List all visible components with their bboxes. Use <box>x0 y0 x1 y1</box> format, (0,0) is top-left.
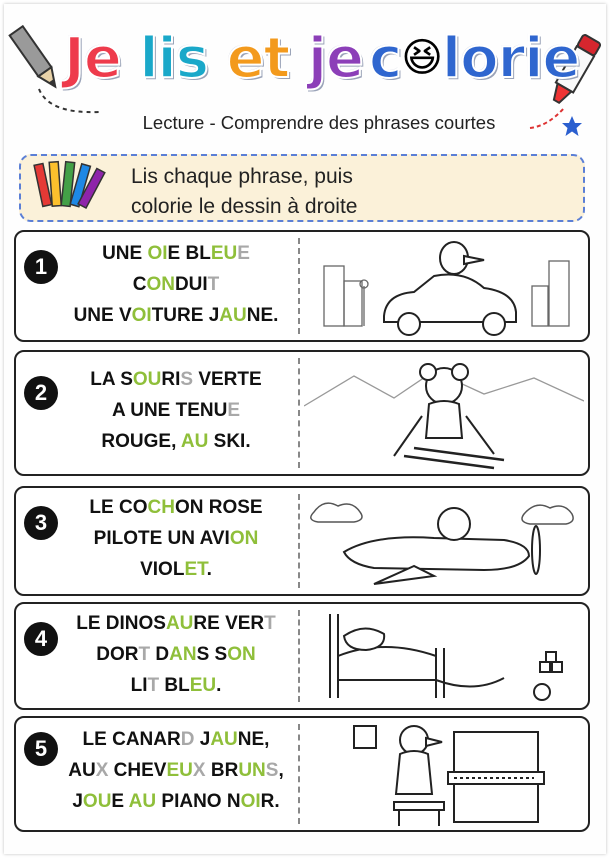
duck-driving-car-drawing[interactable] <box>304 236 584 338</box>
highlighted-sound: AU <box>210 729 238 750</box>
exercise-row-4 <box>14 602 590 710</box>
sentence-text: AU <box>68 760 96 781</box>
sentence-text: C <box>132 274 147 295</box>
mouse-skiing-drawing[interactable] <box>304 356 584 472</box>
sentence-text: LE DINOS <box>76 613 166 634</box>
sentence-text: DOR <box>96 644 139 665</box>
highlighted-sound: ET <box>184 559 207 580</box>
sentence-text: UNE <box>102 243 148 264</box>
row-divider <box>298 724 300 824</box>
sentence-4 <box>56 608 296 701</box>
highlighted-sound: AN <box>169 644 197 665</box>
sentence-text: CHEV <box>108 760 167 781</box>
highlighted-sound: S <box>180 369 194 390</box>
sentence-text: PILOTE UN AVI <box>93 528 230 549</box>
exercise-row-3 <box>14 486 590 596</box>
highlighted-sound: AU <box>165 613 194 634</box>
sentence-text: LA S <box>90 369 133 390</box>
sentence-line <box>56 395 296 426</box>
sentence-line <box>56 238 296 269</box>
number-badge-1: 1 <box>24 250 58 284</box>
highlighted-sound: UN <box>238 760 266 781</box>
worksheet-page <box>4 4 606 854</box>
sentence-text: VIOL <box>140 559 185 580</box>
sentence-text: BL <box>159 675 190 696</box>
sentence-text: PIANO N <box>156 791 241 812</box>
sentence-text: LE CO <box>89 497 148 518</box>
highlighted-sound: T <box>264 613 276 634</box>
sentence-text: UNE V <box>73 305 132 326</box>
sentence-line <box>56 492 296 523</box>
exercise-row-1 <box>14 230 590 342</box>
sentence-text: ROUGE, <box>101 431 181 452</box>
dinosaur-sleeping-drawing[interactable] <box>304 608 584 706</box>
row-divider <box>298 238 300 334</box>
row-divider <box>298 494 300 588</box>
highlighted-sound: EU <box>210 243 238 264</box>
sentence-line <box>56 724 296 755</box>
highlighted-sound: EU <box>189 675 217 696</box>
sentence-line <box>56 639 296 670</box>
sentence-text: NE, <box>237 729 270 750</box>
highlighted-sound: OI <box>147 243 168 264</box>
instruction-line-2: colorie le dessin à droite <box>131 195 358 218</box>
sentence-text: E BL <box>167 243 211 264</box>
sentence-text: SKI. <box>208 431 251 452</box>
sentence-text: J <box>194 729 211 750</box>
highlighted-sound: E <box>237 243 250 264</box>
highlighted-sound: X <box>95 760 109 781</box>
exercise-row-2 <box>14 350 590 476</box>
highlighted-sound: OU <box>132 369 162 390</box>
highlighted-sound: EU <box>166 760 193 781</box>
star-icon <box>561 115 583 137</box>
sentence-1 <box>56 238 296 331</box>
highlighted-sound: OU <box>82 791 112 812</box>
sentence-text: , <box>278 760 284 781</box>
highlighted-sound: D <box>180 729 195 750</box>
sentence-line <box>56 364 296 395</box>
sentence-text: . <box>216 675 222 696</box>
sentence-line <box>56 554 296 585</box>
sentence-text: A UNE TENU <box>111 400 228 421</box>
highlighted-sound: E <box>227 400 241 421</box>
sentence-line <box>56 426 296 457</box>
sentence-text: . <box>206 559 212 580</box>
sentence-text: RI <box>161 369 181 390</box>
sentence-3 <box>56 492 296 585</box>
number-badge-5: 5 <box>24 732 58 766</box>
title-word-lis: lis <box>139 26 209 91</box>
highlighted-sound: AU <box>128 791 157 812</box>
sentence-text: J <box>72 791 83 812</box>
sentence-text: S S <box>196 644 228 665</box>
sentence-text: BR <box>205 760 239 781</box>
exercise-row-5 <box>14 716 590 832</box>
sentence-text: RE VER <box>193 613 265 634</box>
title-word-c: c <box>369 26 402 91</box>
sentence-text: LE CANAR <box>82 729 181 750</box>
highlighted-sound: X <box>192 760 206 781</box>
sentence-2 <box>56 364 296 457</box>
sentence-text: NE. <box>246 305 279 326</box>
pig-flying-plane-drawing[interactable] <box>304 492 584 592</box>
page-subtitle: Lecture - Comprendre des phrases courtes <box>142 112 496 133</box>
row-divider <box>298 610 300 702</box>
sentence-line <box>56 300 296 331</box>
highlighted-sound: OI <box>131 305 152 326</box>
colored-pencils-icon <box>31 158 111 220</box>
page-title <box>64 12 580 104</box>
number-badge-2: 2 <box>24 376 58 410</box>
sentence-text: E <box>111 791 129 812</box>
sentence-line <box>56 786 296 817</box>
title-word-je: Je <box>64 26 121 91</box>
sentence-line <box>56 269 296 300</box>
laughing-face-icon: 😆 <box>401 35 442 81</box>
highlighted-sound: ON <box>229 528 259 549</box>
highlighted-sound: T <box>207 274 220 295</box>
sentence-text: R. <box>260 791 280 812</box>
title-word-lorie: lorie <box>441 26 580 91</box>
sentence-line <box>56 608 296 639</box>
highlighted-sound: ON <box>227 644 256 665</box>
sentence-line <box>56 755 296 786</box>
sentence-line <box>56 670 296 701</box>
number-badge-3: 3 <box>24 506 58 540</box>
highlighted-sound: AU <box>219 305 247 326</box>
duck-playing-piano-drawing[interactable] <box>304 722 584 828</box>
instruction-line-1: Lis chaque phrase, puis <box>131 165 353 188</box>
highlighted-sound: T <box>138 644 151 665</box>
number-badge-4: 4 <box>24 622 58 656</box>
sentence-text: ON ROSE <box>174 497 263 518</box>
highlighted-sound: T <box>147 675 160 696</box>
highlighted-sound: OI <box>240 791 261 812</box>
sentence-text: D <box>150 644 170 665</box>
highlighted-sound: AU <box>180 431 209 452</box>
highlighted-sound: ON <box>146 274 175 295</box>
sentence-text: TURE J <box>151 305 220 326</box>
highlighted-sound: CH <box>147 497 175 518</box>
title-word-je2: je <box>307 26 363 91</box>
sentence-text: VERTE <box>193 369 262 390</box>
sentence-text: LI <box>130 675 148 696</box>
instruction-box <box>19 154 585 222</box>
highlighted-sound: S <box>265 760 279 781</box>
sentence-5 <box>56 724 296 817</box>
row-divider <box>298 358 300 468</box>
sentence-line <box>56 523 296 554</box>
sentence-text: DUI <box>174 274 208 295</box>
title-word-et: et <box>226 26 290 91</box>
